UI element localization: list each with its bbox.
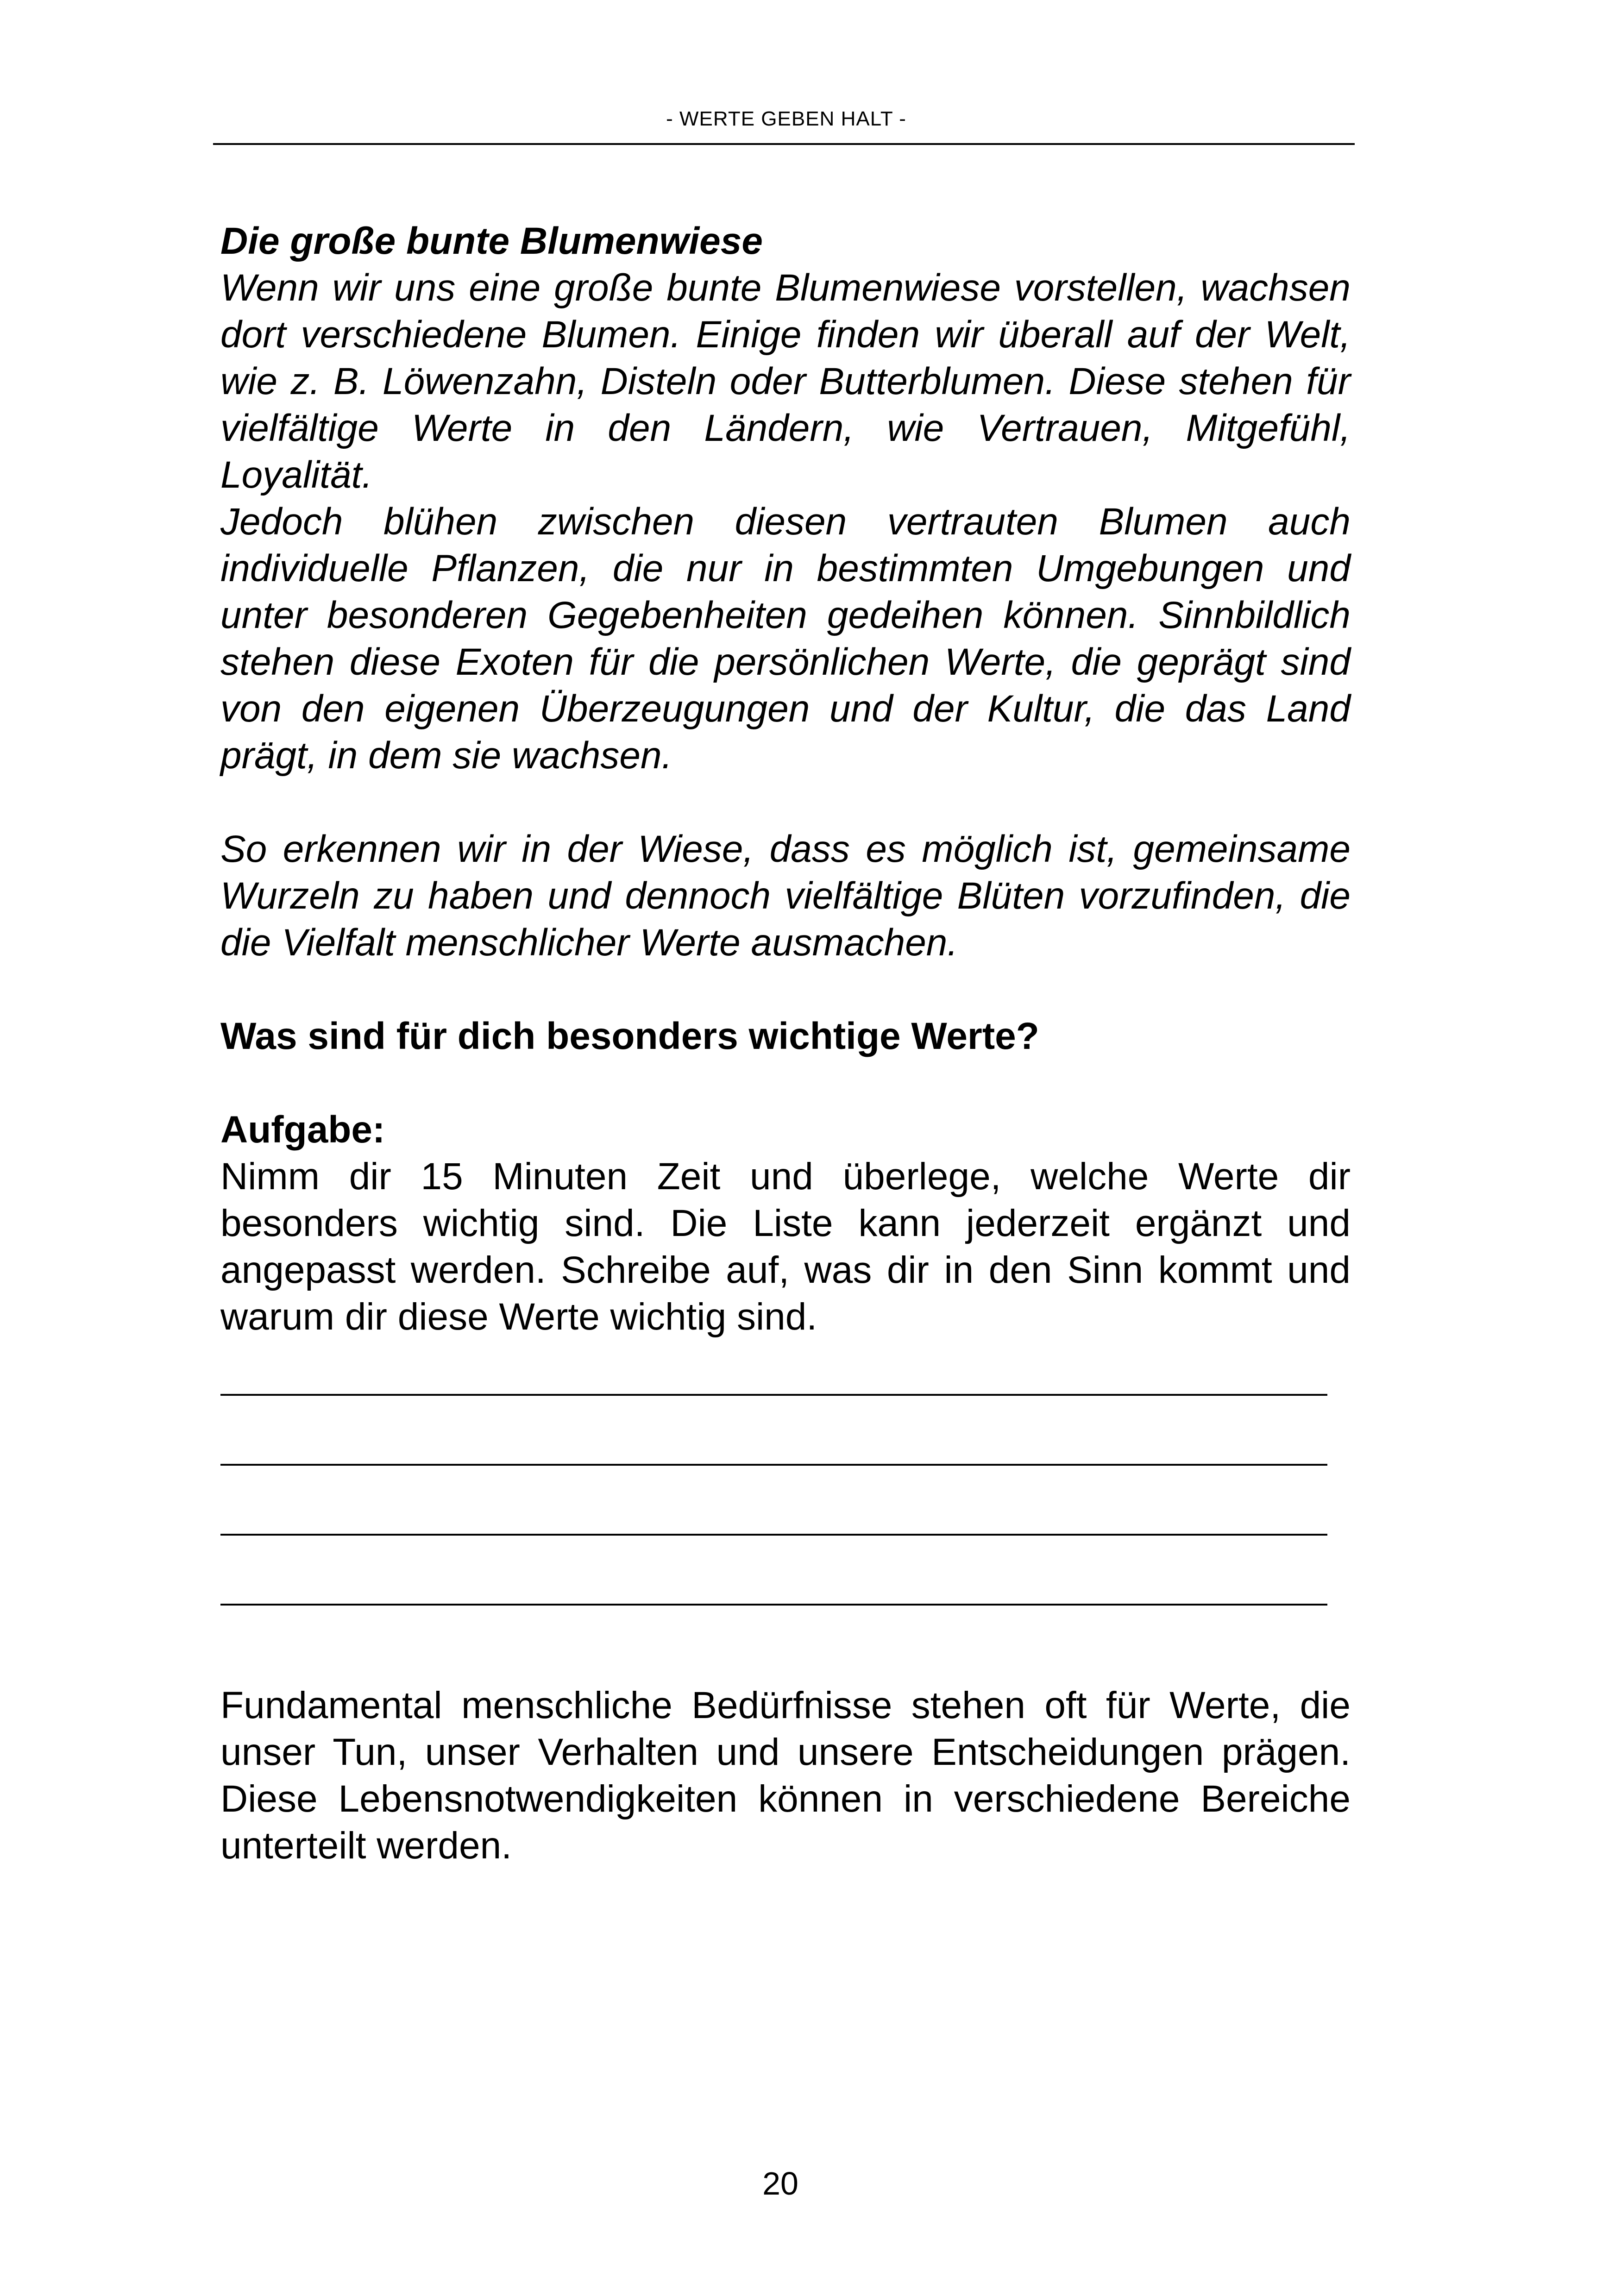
spacer [220, 1606, 1351, 1682]
answer-line-4[interactable] [220, 1536, 1327, 1606]
answer-line-1[interactable] [220, 1340, 1327, 1396]
section-paragraph-2: Jedoch blühen zwischen diesen vertrauten Blumen auch individuelle Pflanzen, die nur in bestimmten Umgebungen und unter besonderen Gegebenheiten gedeihen können. Sinnbildlich stehen diese Exoten für die persönlichen Werte, die geprägt sind von den eigenen Überzeugungen und der Kultur, die das Land prägt, in dem sie wachsen. [220, 501, 1351, 777]
header-rule [213, 143, 1355, 145]
page-number: 20 [762, 2165, 798, 2202]
section-title: Die große bunte Blumenwiese [220, 220, 763, 262]
task-text: Nimm dir 15 Minuten Zeit und überlege, welche Werte dir besonders wichtig sind. Die Liste kann jederzeit ergänzt und angepasst werden. Schreibe auf, was dir in den Sinn kommt und warum dir diese Werte wichtig sind. [220, 1155, 1351, 1338]
running-header: - WERTE GEBEN HALT - [666, 107, 906, 130]
section-paragraph-3: So erkennen wir in der Wiese, dass es möglich ist, gemeinsame Wurzeln zu haben und dennoch vielfältige Blüten vorzufinden, die die Vielfalt menschlicher Werte ausmachen. [220, 828, 1351, 964]
question-heading: Was sind für dich besonders wichtige Werte? [220, 1015, 1039, 1057]
answer-line-3[interactable] [220, 1466, 1327, 1536]
answer-line-2[interactable] [220, 1396, 1327, 1466]
spacer [220, 1060, 1351, 1106]
task-heading: Aufgabe: [220, 1109, 385, 1151]
closing-paragraph: Fundamental menschliche Bedürfnisse stehen oft für Werte, die unser Tun, unser Verhalten und unsere Entscheidungen prägen. Diese Lebensnotwendigkeiten können in verschiedene Bereiche unterteilt werden. [220, 1684, 1351, 1867]
spacer [220, 966, 1351, 1013]
page-content [220, 218, 1351, 1869]
spacer [220, 779, 1351, 826]
section-paragraph-1: Wenn wir uns eine große bunte Blumenwiese vorstellen, wachsen dort verschiedene Blumen. Einige finden wir überall auf der Welt, wie z. B. Löwenzahn, Disteln oder Butterblumen. Diese stehen für vielfältige Werte in den Ländern, wie Vertrauen, Mitgefühl, Loyalität. [220, 267, 1351, 496]
